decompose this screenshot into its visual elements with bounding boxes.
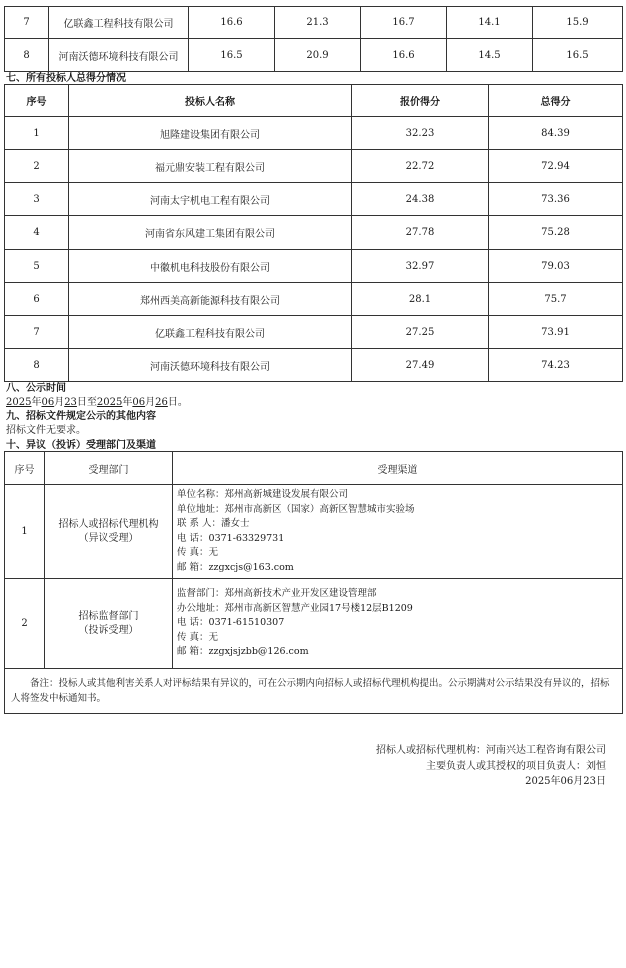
objection-channel-table bbox=[4, 451, 623, 714]
section-9-title: 九、招标文件规定公示的其他内容 bbox=[6, 411, 156, 422]
table-row: 4 河南省东风建工集团有限公司 27.78 75.28 bbox=[5, 216, 623, 250]
table-row: 8 河南沃德环境科技有限公司 16.5 20.9 16.6 14.5 16.5 bbox=[5, 39, 623, 72]
section-8-title: 八、公示时间 bbox=[6, 383, 66, 394]
agency-line: 招标人或招标代理机构：河南兴达工程咨询有限公司 bbox=[376, 745, 606, 756]
date-line: 2025年06月23日 bbox=[525, 776, 606, 787]
prev-score-table bbox=[4, 6, 623, 72]
section-7-title: 七、所有投标人总得分情况 bbox=[6, 73, 126, 84]
dept-cell: 招标人或招标代理机构 （异议受理） bbox=[45, 485, 173, 579]
channel-cell: 监督部门：郑州高新技术产业开发区建设管理部 办公地址：郑州市高新区智慧产业园17号楼12层B1209 电 话：0371-61510307 传 真：无 邮 箱：zzgxjsjzbb@126.com bbox=[173, 579, 623, 669]
note: 备注：投标人或其他利害关系人对评标结果有异议的，可在公示期内向招标人或招标代理机构提出。公示期满对公示结果没有异议的，招标人将签发中标通知书。 bbox=[5, 669, 623, 714]
table-row: 2 招标监督部门 （投诉受理） 监督部门：郑州高新技术产业开发区建设管理部 办公地址：郑州市高新区智慧产业园17号楼12层B1209 电 话：0371-61510307 传 真：无 邮 箱：zzgxjsjzbb@126.com bbox=[5, 579, 623, 669]
table-row: 7 亿联鑫工程科技有限公司 27.25 73.91 bbox=[5, 316, 623, 349]
table-row: 8 河南沃德环境科技有限公司 27.49 74.23 bbox=[5, 349, 623, 382]
section-9-text: 招标文件无要求。 bbox=[6, 425, 86, 436]
table-row: 7 亿联鑫工程科技有限公司 16.6 21.3 16.7 14.1 15.9 bbox=[5, 7, 623, 39]
total-score-table bbox=[4, 84, 623, 382]
table-row: 2 福元鼎安装工程有限公司 22.72 72.94 bbox=[5, 150, 623, 183]
dept-cell: 招标监督部门 （投诉受理） bbox=[45, 579, 173, 669]
table-header-row: 序号 投标人名称 报价得分 总得分 bbox=[5, 85, 623, 117]
table-row: 5 中徽机电科技股份有限公司 32.97 79.03 bbox=[5, 250, 623, 283]
section-10-title: 十、异议（投诉）受理部门及渠道 bbox=[6, 440, 156, 451]
table-row: 1 旭隆建设集团有限公司 32.23 84.39 bbox=[5, 117, 623, 150]
channel-cell: 单位名称：郑州高新城建设发展有限公司 单位地址：郑州市高新区（国家）高新区智慧城市实验场 联 系 人：潘女士 电 话：0371-63329731 传 真：无 邮 箱：zzgxcjs@163.com bbox=[173, 485, 623, 579]
table-row: 3 河南太宇机电工程有限公司 24.38 73.36 bbox=[5, 183, 623, 216]
leader-line: 主要负责人或其授权的项目负责人：刘恒 bbox=[426, 761, 606, 772]
publicity-period: 2025年06月23日至2025年06月26日。 bbox=[6, 397, 188, 408]
table-row: 1 招标人或招标代理机构 （异议受理） 单位名称：郑州高新城建设发展有限公司 单位地址：郑州市高新区（国家）高新区智慧城市实验场 联 系 人：潘女士 电 话：0371-63329731 传 真：无 邮 箱：zzgxcjs@163.com bbox=[5, 485, 623, 579]
table-row: 6 郑州西美高新能源科技有限公司 28.1 75.7 bbox=[5, 283, 623, 316]
table-header-row: 序号 受理部门 受理渠道 bbox=[5, 452, 623, 485]
table-row bbox=[5, 669, 623, 714]
